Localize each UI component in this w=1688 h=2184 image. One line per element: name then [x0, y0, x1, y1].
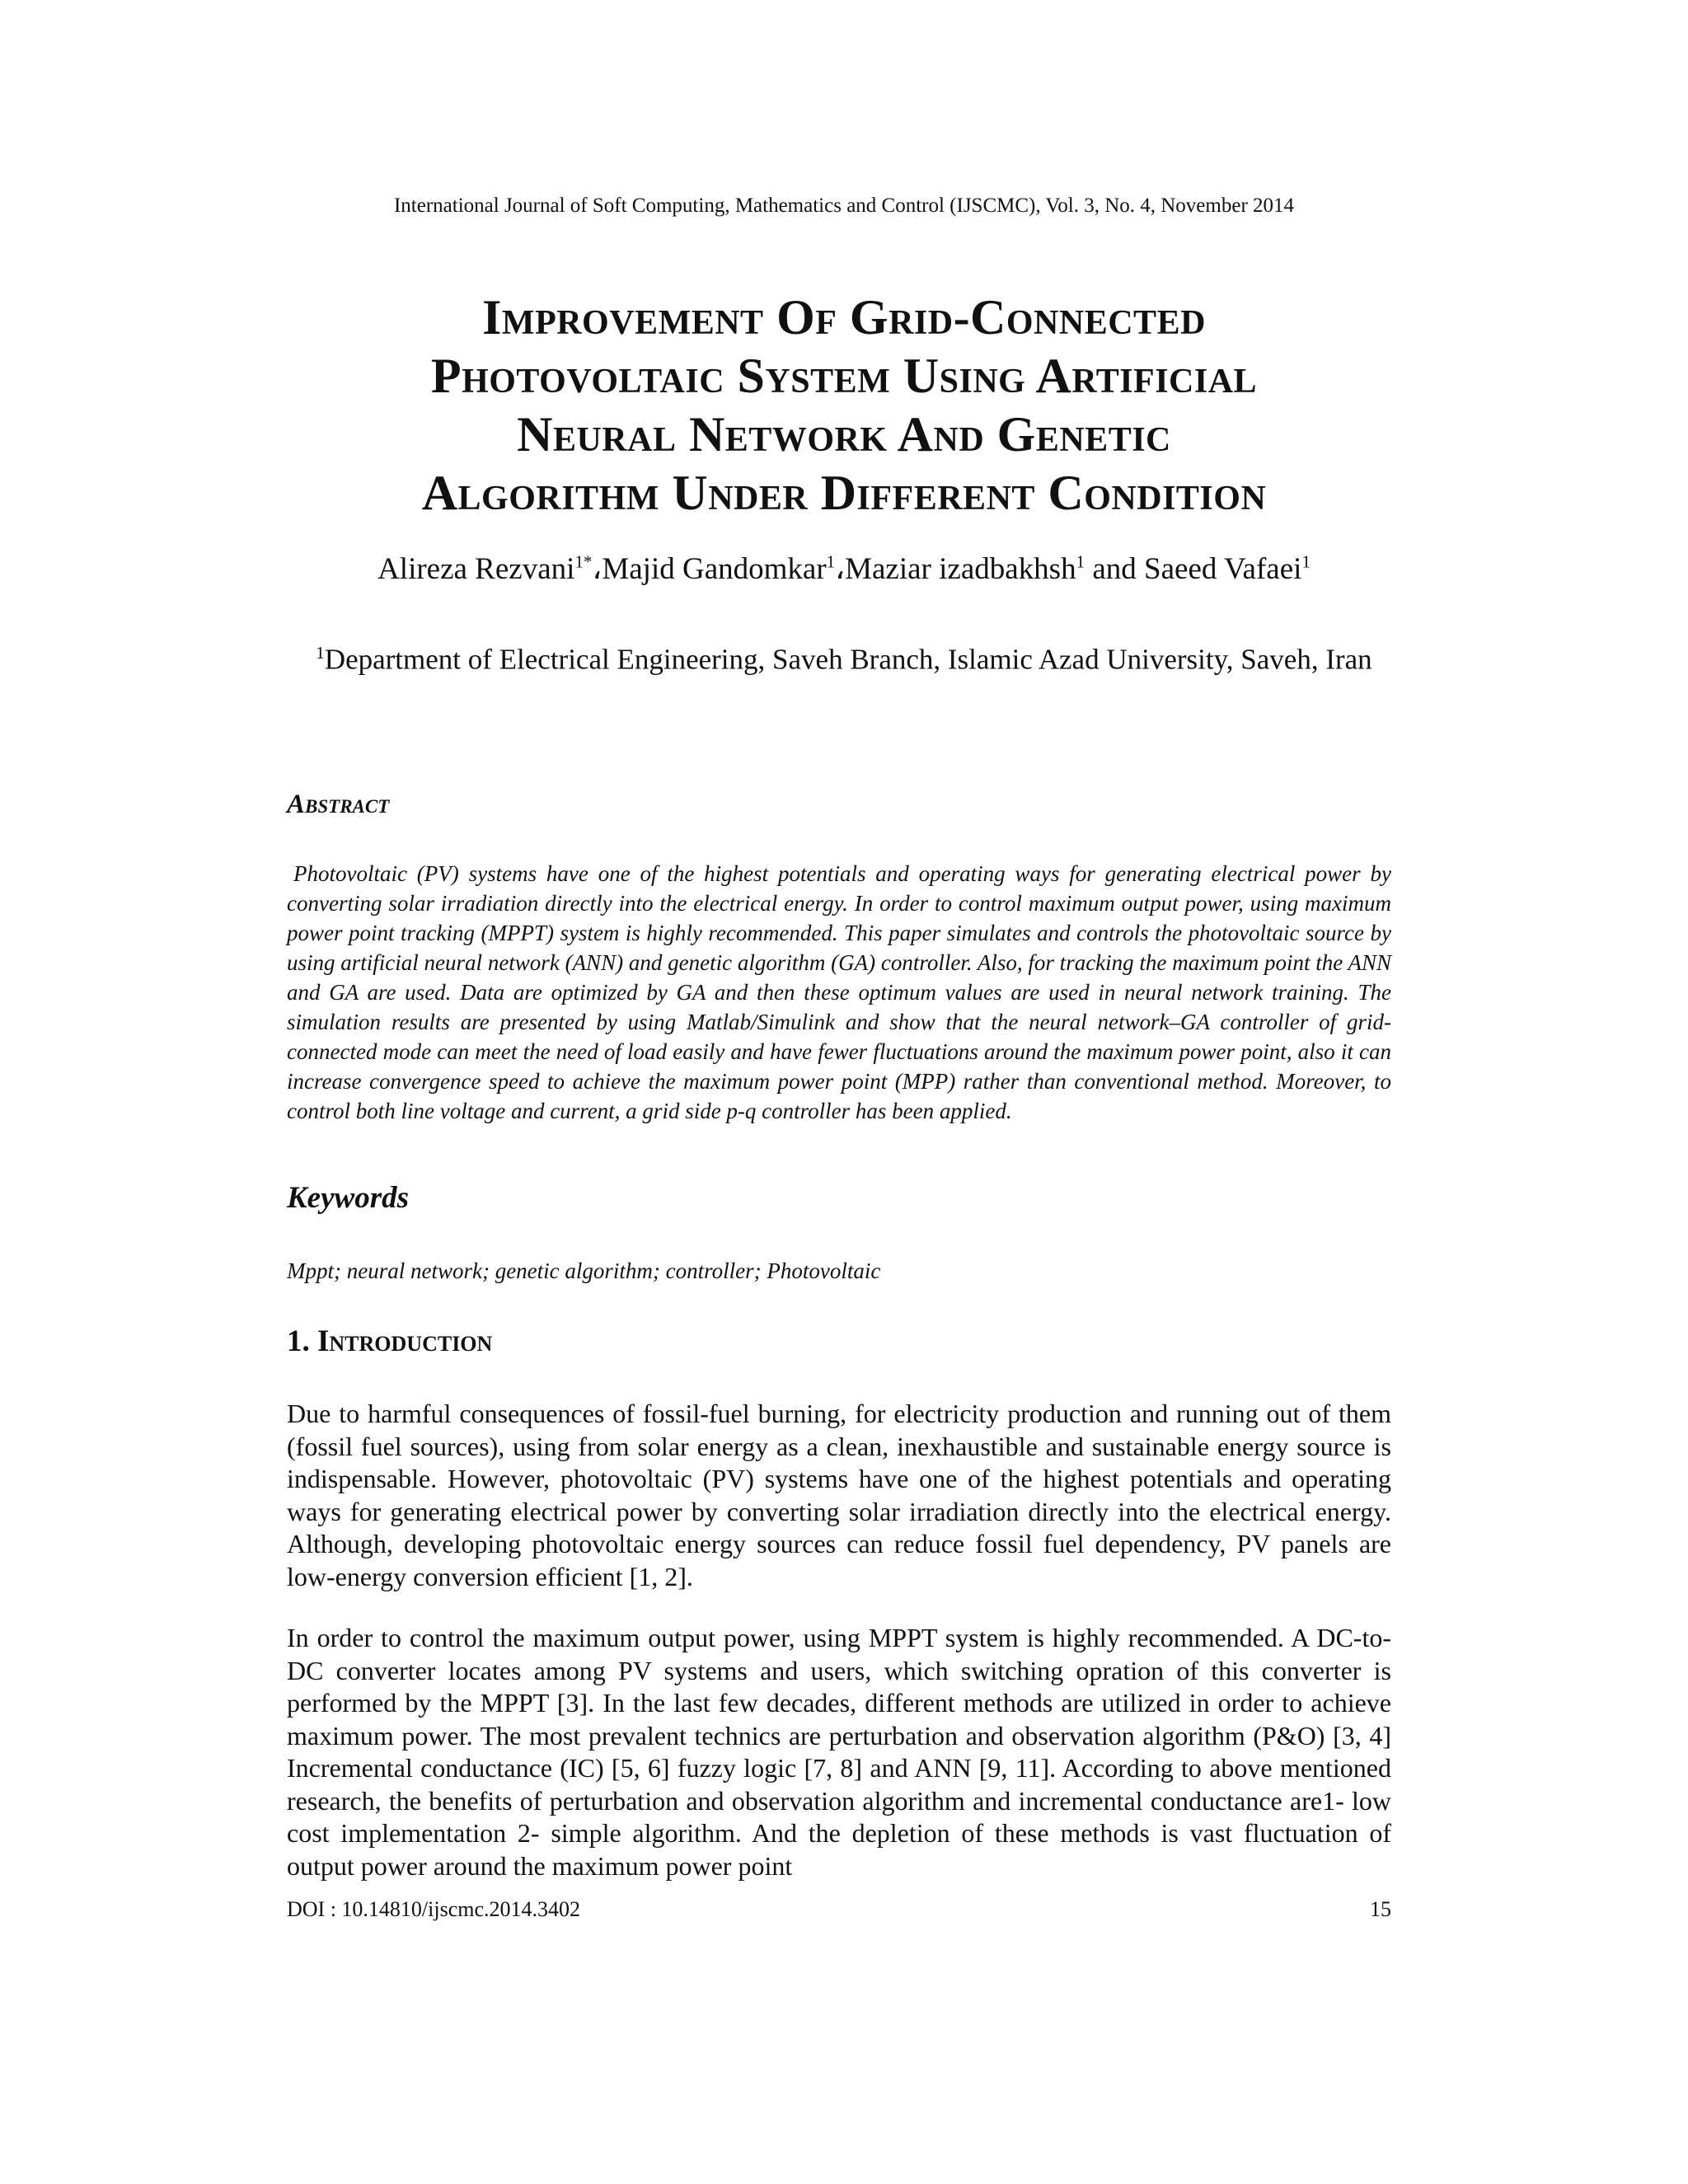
author-list	[0, 551, 1688, 587]
introduction-heading: 1. Introduction	[287, 1324, 493, 1358]
affiliation-text: Department of Electrical Engineering, Saveh Branch, Islamic Azad University, Saveh, Iran	[324, 643, 1372, 676]
author-name: Maziar izadbakhsh	[845, 552, 1076, 586]
keywords-text: Mppt; neural network; genetic algorithm; controller; Photovoltaic	[287, 1258, 881, 1283]
author-separator: and	[1085, 552, 1145, 586]
title-line: Improvement Of Grid-Connected	[482, 290, 1206, 344]
journal-header: International Journal of Soft Computing, Mathematics and Control (IJSCMC), Vol. 3, No. 4, November 2014	[393, 194, 1295, 217]
title-line: Algorithm Under Different Condition	[421, 466, 1267, 520]
author-separator: ،	[835, 552, 846, 586]
author-name: Majid Gandomkar	[602, 552, 827, 586]
affiliation-mark: 1	[316, 643, 325, 663]
author-separator: ،	[592, 552, 603, 586]
author-affiliation-mark: 1	[1301, 551, 1311, 572]
author-affiliation-mark: 1	[1076, 551, 1085, 572]
author-name: Alireza Rezvani	[377, 552, 575, 586]
author-name: Saeed Vafaei	[1144, 552, 1302, 586]
abstract-heading: Abstract	[287, 790, 390, 819]
page-number: 15	[1370, 1897, 1391, 1921]
author-affiliation-mark: 1*	[574, 551, 593, 572]
doi-footer: DOI : 10.14810/ijscmc.2014.3402	[287, 1897, 581, 1921]
title-line: Photovoltaic System Using Artificial	[430, 349, 1258, 403]
affiliation	[247, 635, 1441, 678]
keywords-heading: Keywords	[287, 1181, 409, 1215]
body-paragraph: In order to control the maximum output power, using MPPT system is highly recommended. A DC-to-DC converter locates among PV systems and users, which switching opration of this converter is performed by the MPPT [3]. In the last few decades, different methods are utilized in order to achieve maximum power. The most prevalent technics are perturbation and observation algorithm (P&O) [3, 4] Incremental conductance (IC) [5, 6] fuzzy logic [7, 8] and ANN [9, 11]. According to above mentioned research, the benefits of perturbation and observation algorithm and incremental conductance are1- low cost implementation 2- simple algorithm. And the depletion of these methods is vast fluctuation of output power around the maximum power point	[287, 1623, 1391, 1881]
abstract-text: Photovoltaic (PV) systems have one of the highest potentials and operating ways for generating electrical power by converting solar irradiation directly into the electrical energy. In order to control maximum output power, using maximum power point tracking (MPPT) system is highly recommended. This paper simulates and controls the photovoltaic source by using artificial neural network (ANN) and genetic algorithm (GA) controller. Also, for tracking the maximum point the ANN and GA are used. Data are optimized by GA and then these optimum values are used in neural network training. The simulation results are presented by using Matlab/Simulink and show that the neural network–GA controller of grid-connected mode can meet the need of load easily and have fewer fluctuations around the maximum power point, also it can increase convergence speed to achieve the maximum power point (MPP) rather than conventional method. Moreover, to control both line voltage and current, a grid side p-q controller has been applied.	[287, 861, 1391, 1123]
body-paragraph: Due to harmful consequences of fossil-fuel burning, for electricity production and running out of them (fossil fuel sources), using from solar energy as a clean, inexhaustible and sustainable energy source is indispensable. However, photovoltaic (PV) systems have one of the highest potentials and operating ways for generating electrical power by converting solar irradiation directly into the electrical energy. Although, developing photovoltaic energy sources can reduce fossil fuel dependency, PV panels are low-energy conversion efficient [1, 2].	[287, 1399, 1391, 1591]
author-affiliation-mark: 1	[826, 551, 836, 572]
title-line: Neural Network And Genetic	[517, 407, 1171, 462]
paper-title	[206, 288, 1482, 523]
